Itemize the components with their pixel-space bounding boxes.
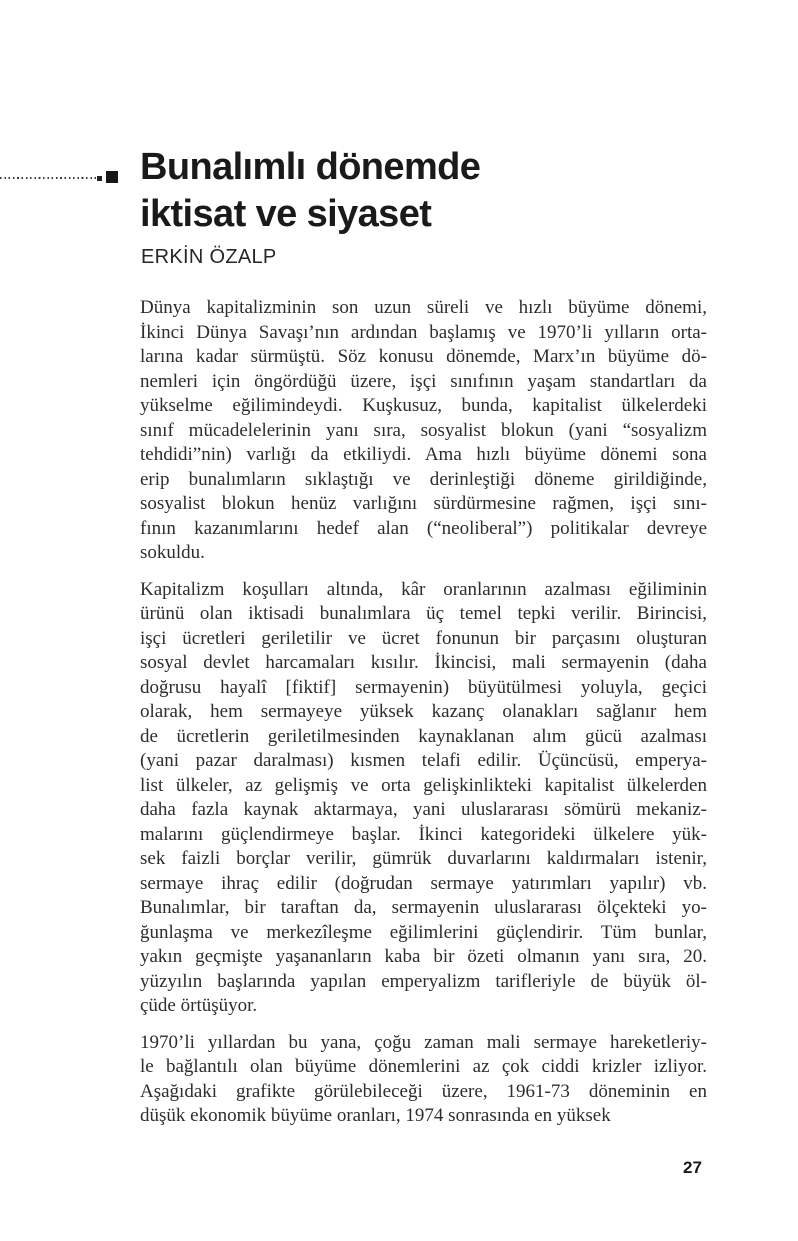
dotted-rule: [0, 177, 96, 179]
text-line: Kapitalizm koşulları altında, kâr oranlarının azalması eğiliminin: [140, 578, 707, 600]
chapter-title-line2: iktisat ve siyaset: [140, 193, 432, 235]
text-line: sosyal devlet harcamaları kısılır. İkincisi, mali sermayenin (daha: [140, 652, 707, 673]
text-line: larına kadar sürmüştü. Söz konusu dönemde, Marx’ın büyüme dö-: [140, 346, 707, 367]
chapter-title-line1: Bunalımlı dönemde: [140, 146, 481, 188]
text-line: sokuldu.: [140, 542, 205, 563]
text-line: Bunalımlar, bir taraftan da, sermayenin uluslararası ölçekteki yo-: [140, 897, 707, 918]
text-line: Aşağıdaki grafikte görülebileceği üzere, 1961-73 döneminin en: [140, 1080, 707, 1102]
text-line: yakın geçmişte yaşananların kaba bir özeti olmanın yanı sıra, 20.: [140, 946, 707, 967]
small-square-bullet-icon: [97, 176, 102, 181]
text-line: sosyalist blokun henüz varlığını sürdürmesine rağmen, işçi sını-: [140, 493, 707, 514]
text-line: 1970’li yıllardan bu yana, çoğu zaman mali sermaye hareketleriy-: [140, 1031, 707, 1053]
text-line: fının kazanımlarını hedef alan (“neoliberal”) politikalar devreye: [140, 517, 707, 539]
text-line: çüde örtüşüyor.: [140, 995, 258, 1016]
text-line: sınıf mücadelelerinin yanı sıra, sosyalist blokun (yani “sosyalizm: [140, 419, 707, 441]
text-line: malarını güçlendirmeye başlar. İkinci kategorideki ülkelere yük-: [140, 823, 707, 845]
text-line: list ülkeler, az gelişmiş ve orta gelişkinlikteki kapitalist ülkelerden: [140, 774, 707, 796]
text-line: sermaye ihraç edilir (doğrudan sermaye yatırımları yapılır) vb.: [140, 872, 707, 894]
page-number: 27: [683, 1158, 702, 1177]
text-line: düşük ekonomik büyüme oranları, 1974 sonrasında en yüksek: [140, 1105, 611, 1126]
text-line: İkinci Dünya Savaşı’nın ardından başlamış ve 1970’li yılların orta-: [140, 321, 707, 343]
text-line: yüzyılın başlarında yapılan emperyalizm tarifleriyle de büyük öl-: [140, 970, 707, 992]
paragraph: [140, 1031, 707, 1129]
text-line: daha fazla kaynak aktarmaya, yani uluslararası sömürü mekaniz-: [140, 799, 707, 820]
chapter-title: [140, 144, 480, 238]
text-line: le bağlantılı olan büyüme dönemlerini az çok ciddi krizler izliyor.: [140, 1056, 707, 1077]
text-line: olarak, hem sermayeye yüksek kazanç olanakları sağlanır hem: [140, 701, 707, 722]
text-line: doğrusu hayalî [fiktif] sermayenin) büyütülmesi yoluyla, geçici: [140, 676, 707, 698]
paragraph: [140, 578, 707, 1019]
text-line: erip bunalımların sıklaştığı ve derinleştiği döneme girildiğinde,: [140, 468, 707, 490]
text-line: Dünya kapitalizminin son uzun süreli ve hızlı büyüme dönemi,: [140, 297, 707, 318]
large-square-bullet-icon: [106, 171, 118, 183]
text-line: de ücretlerin geriletilmesinden kaynaklanan alım gücü azalması: [140, 725, 707, 747]
text-line: yükselme eğilimindeydi. Kuşkusuz, bunda, kapitalist ülkelerdeki: [140, 395, 707, 416]
text-line: tehdidi”nin) varlığı da etkiliydi. Ama hızlı büyüme dönemi sona: [140, 444, 707, 465]
text-line: işçi ücretleri geriletilir ve ücret fonunun bir parçasını oluşturan: [140, 627, 707, 649]
text-line: (yani pazar daralması) kısmen telafi edilir. Üçüncüsü, emperya-: [140, 750, 707, 771]
body-text: [140, 296, 707, 1141]
text-line: nemleri için öngördüğü üzere, işçi sınıfının yaşam standartları da: [140, 370, 707, 392]
author-name: ERKİN ÖZALP: [141, 246, 277, 268]
text-line: sek faizli borçlar verilir, gümrük duvarlarını kaldırmaları istenir,: [140, 848, 707, 869]
paragraph: [140, 296, 707, 566]
text-line: ğunlaşma ve merkezîleşme eğilimlerini güçlendirir. Tüm bunlar,: [140, 921, 707, 943]
text-line: ürünü olan iktisadi bunalımlara üç temel tepki verilir. Birincisi,: [140, 603, 707, 624]
